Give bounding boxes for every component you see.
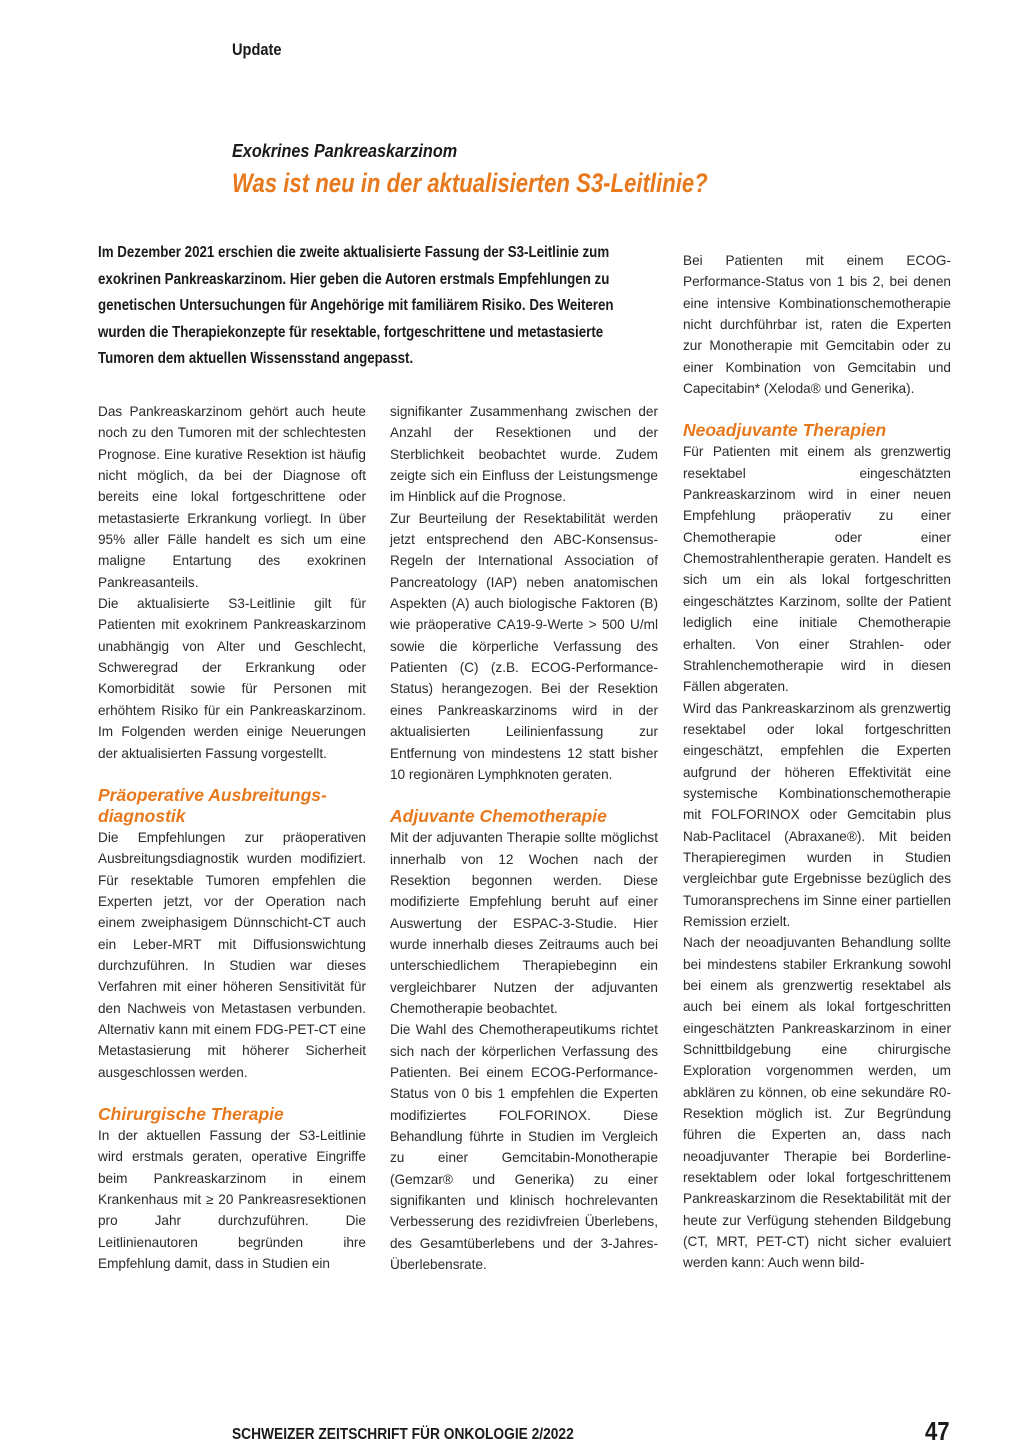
paragraph: Mit der adjuvanten Therapie sollte möglichst innerhalb von 12 Wochen nach der Resektion begonnen werden. Diese modifizierte Empfehlung beruht auf einer Auswertung der ESPAC-3-Studie. Hier wurde innerhalb dieses Zeitraums auch bei unterschiedlichem Therapiebeginn ein vergleichbarer Nutzen der adjuvanten Chemotherapie beobachtet. xyxy=(390,830,658,1016)
subheading-adjuvante-chemotherapie: Adjuvante Chemotherapie xyxy=(390,806,607,827)
paragraph: Nach der neoadjuvanten Behandlung sollte bei mindestens stabiler Erkrankung sowohl bei einem als grenzwertig resektabel als auch bei einem als lokal fortgeschritten eingeschätzten Pankreaskarzinom in einer Schnittbildgebung eine chirurgische Exploration vorgenommen werden, um abklären zu können, ob eine sekundäre R0-Resektion möglich ist. Zur Begründung führen die Experten an, dass nach neoadjuvanter Therapie bei Borderline-resektablem oder lokal fortgeschrittenem Pankreaskarzinom die Resektabilität mit der heute zur Verfügung stehenden Bildgebung (CT, MRT, PET-CT) nicht sicher evaluiert werden kann: Auch wenn bild- xyxy=(683,935,951,1271)
paragraph: Bei Patienten mit einem ECOG-Performance-Status von 1 bis 2, bei denen eine intensive Kombinationschemotherapie nicht durchführbar ist, raten die Experten zur Monotherapie mit Gemcitabin oder zu einer Kombination von Gemcitabin und Capecitabin* (Xeloda® und Generika). xyxy=(683,253,951,397)
section-label: Update xyxy=(232,40,282,59)
article-lead: Im Dezember 2021 erschien die zweite aktualisierte Fassung der S3-Leitlinie zum exokrinen Pankreaskarzinom. Hier geben die Autoren erstmals Empfehlungen zu genetischen Untersuchungen für Angehörige mit familiärem Risiko. Des Weiteren wurden die Therapiekonzepte für resektable, fortgeschrittene und metastasierte Tumoren dem aktuellen Wissensstand angepasst. xyxy=(98,244,614,367)
paragraph: signifikanter Zusammenhang zwischen der Anzahl der Resektionen und der Sterblichkeit beobachtet wurde. Zudem zeigte sich ein Einfluss der Leistungsmenge im Hinblick auf die Prognose. xyxy=(390,404,658,505)
paragraph: In der aktuellen Fassung der S3-Leitlinie wird erstmals geraten, operative Eingriffe beim Pankreaskarzinom in einem Krankenhaus mit ≥ 20 Pankreasresektionen pro Jahr durchzuführen. Die Leitlinienautoren begründen ihre Empfehlung damit, dass in Studien ein xyxy=(98,1127,366,1272)
paragraph: Die aktualisierte S3-Leitlinie gilt für Patienten mit exokrinem Pankreaskarzinom unabhängig von Alter und Geschlecht, Schweregrad der Erkrankung oder Komorbidität sowie für Personen mit erhöhtem Risiko für ein Pankreaskarzinom. Im Folgenden werden einige Neuerungen der aktualisierten Fassung vorgestellt. xyxy=(98,596,366,761)
article-headline: Was ist neu in der aktualisierten S3-Leitlinie? xyxy=(232,168,708,198)
column-2 xyxy=(390,401,658,1275)
column-3 xyxy=(683,250,951,1274)
page-number: 47 xyxy=(925,1416,950,1446)
paragraph: Zur Beurteilung der Resektabilität werden jetzt entsprechend den ABC-Konsensus-Regeln der International Association of Pancreatology (IAP) neben anatomischen Aspekten (A) auch biologische Faktoren (B) wie präoperative CA19-9-Werte > 500 U/ml sowie die körperliche Verfassung des Patienten (C) (z.B. ECOG-Performance-Status) herangezogen. Bei der Resektion eines Pankreaskarzinoms wird in der aktualisierten Leilinienfassung zur Entfernung von mindestens 12 statt bisher 10 regionären Lymphknoten geraten. xyxy=(390,510,658,782)
column-1 xyxy=(98,401,366,1274)
subheading-neoadjuvante-therapien: Neoadjuvante Therapien xyxy=(683,420,887,441)
journal-footer: SCHWEIZER ZEITSCHRIFT FÜR ONKOLOGIE 2/2022 xyxy=(232,1426,574,1443)
subheading-praeoperative: Präoperative Ausbreitungsdiagnostik xyxy=(98,784,327,826)
paragraph: Wird das Pankreaskarzinom als grenzwertig resektabel oder lokal fortgeschritten eingeschätzt, empfehlen die Experten aufgrund der höheren Effektivität eine systemische Kombinationschemotherapie mit FOLFORINOX oder Gemcitabin plus Nab-Paclitacel (Abraxane®). Mit beiden Therapieregimen wurden in Studien vergleichbar gute Ergebnisse bezüglich des Tumoransprechens im Sinne einer partiellen Remission erzielt. xyxy=(683,700,951,929)
article-kicker: Exokrines Pankreaskarzinom xyxy=(232,141,458,161)
paragraph: Für Patienten mit einem als grenzwertig resektabel eingeschätzten Pankreaskarzinom wird in einer neuen Empfehlung präoperativ zu einer Chemotherapie oder einer Chemostrahlentherapie geraten. Handelt es sich um ein als lokal fortgeschritten eingeschätztes Karzinom, sollte der Patient lediglich eine initiale Chemotherapie erhalten. Von einer Strahlen- oder Strahlenchemotherapie wird in diesen Fällen abgeraten. xyxy=(683,444,951,695)
subheading-chirurgische-therapie: Chirurgische Therapie xyxy=(98,1103,284,1124)
paragraph: Die Wahl des Chemotherapeutikums richtet sich nach der körperlichen Verfassung des Patienten. Bei einem ECOG-Performance-Status von 0 bis 1 empfehlen die Experten modifiziertes FOLFORINOX. Diese Behandlung führte in Studien im Vergleich zu einer Gemcitabin-Monotherapie (Gemzar® und Generika) zu einer signifikanten und klinisch hochrelevanten Verbesserung des rezidivfreien Überlebens, des Gesamtüberlebens und der 3-Jahres-Überlebensrate. xyxy=(390,1022,658,1273)
paragraph: Die Empfehlungen zur präoperativen Ausbreitungsdiagnostik wurden modifiziert. Für resektable Tumoren empfehlen die Experten jetzt, vor der Operation nach einem zweiphasigem Dünnschicht-CT auch ein Leber-MRT mit Diffusionswichtung durchzuführen. In Studien war dieses Verfahren mit einer höheren Sensitivität für den Nachweis von Metastasen verbunden. Alternativ kann mit einem FDG-PET-CT eine Metastasierung mit höherer Sicherheit ausgeschlossen werden. xyxy=(98,829,366,1080)
paragraph: Das Pankreaskarzinom gehört auch heute noch zu den Tumoren mit der schlechtesten Prognose. Eine kurative Resektion ist häufig nicht möglich, da bei der Diagnose oft bereits eine lokal fortgeschrittene oder metastasierte Erkrankung vorliegt. In über 95% aller Fälle handelt es sich um eine maligne Entartung des exokrinen Pankreasanteils. xyxy=(98,404,366,590)
